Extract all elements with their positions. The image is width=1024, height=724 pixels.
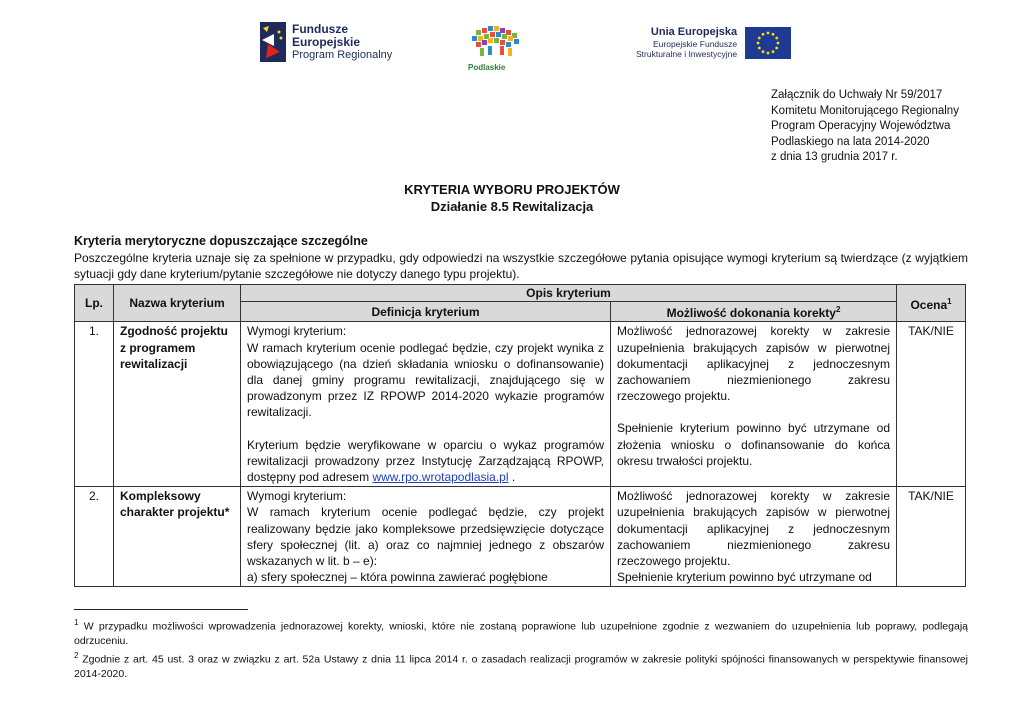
footnote-1 xyxy=(74,616,968,649)
criteria-table xyxy=(74,284,966,587)
podlaskie-bison-icon xyxy=(466,24,528,58)
definition-heading: Wymogi kryterium: xyxy=(247,489,347,504)
row-ocena: TAK/NIE xyxy=(897,322,966,487)
header-korekta-label: Możliwość dokonania korekty xyxy=(666,306,836,321)
header-opis: Opis kryterium xyxy=(241,285,897,302)
definition-text: W ramach kryterium ocenie podlegać będzie, czy projekt realizowany będzie jako kompleksowe przedsięwzięcie dotyczące sfery społecznej (lit. a) oraz co najmniej jednego z obszarów wskazanych w lit. b – e): xyxy=(247,505,604,569)
podlaskie-logo-text: Podlaskie xyxy=(468,63,506,72)
correction-text: Możliwość jednorazowej korekty w zakresie uzupełnienia brakujących zapisów w pierwotnej dokumentacji aplikacyjnej z jednoczesnym zachowaniem niezmienionego zakresu rzeczowego projektu. xyxy=(617,324,891,404)
row-ocena: TAK/NIE xyxy=(897,487,966,587)
footnote-2-number: 2 xyxy=(74,650,79,660)
rpo-link[interactable]: www.rpo.wrotapodlasia.pl xyxy=(372,470,509,485)
row-lp: 1. xyxy=(75,322,114,487)
definition-heading: Wymogi kryterium: xyxy=(247,324,347,339)
row-definition xyxy=(241,322,611,487)
header-ocena-label: Ocena xyxy=(910,297,948,312)
footnotes xyxy=(74,616,968,681)
definition-text: W ramach kryterium ocenie podlegać będzie, czy projekt wynika z obowiązującego (na dzień składania wniosku o dofinansowanie) dla danej gminy programu rewitalizacji, znajdującego się w prowadzonym przez IZ RPOWP 2014-2020 wykazie programów rewitalizacji. xyxy=(247,340,604,420)
annex-line: Podlaskiego na lata 2014-2020 xyxy=(771,135,930,148)
correction-durability: Spełnienie kryterium powinno być utrzymane od xyxy=(617,570,872,585)
ue-logo-line2: Europejskie Fundusze xyxy=(653,39,738,49)
annex-line: z dnia 13 grudnia 2017 r. xyxy=(771,151,898,163)
footnote-ref-1: 1 xyxy=(947,296,952,306)
table-header-row xyxy=(75,285,966,302)
footnote-1-text: W przypadku możliwości wprowadzenia jednorazowej korekty, wnioski, które nie zostaną poprawione lub uzupełnione zgodnie z wezwaniem do uzupełnienia lub poprawy, podlegają odrzuceniu. xyxy=(74,620,968,647)
document-title xyxy=(0,181,1024,215)
annex-line: Komitetu Monitorującego Regionalny xyxy=(771,104,959,117)
header-korekta xyxy=(611,302,897,322)
row-criterion-name: Kompleksowy charakter projektu* xyxy=(114,487,241,587)
header-ocena xyxy=(897,285,966,322)
table-row xyxy=(75,322,966,487)
table-row xyxy=(75,487,966,587)
unia-europejska-logo xyxy=(636,26,791,59)
correction-text: Możliwość jednorazowej korekty w zakresie uzupełnienia brakujących zapisów w pierwotnej dokumentacji aplikacyjnej z jednoczesnym zachowaniem niezmienionego zakresu rzeczowego projektu. xyxy=(617,489,891,569)
definition-verification-text: Kryterium będzie weryfikowane w oparciu o wykaz programów rewitalizacji prowadzony przez Instytucję Zarządzającą RPOWP, dostępny pod adresem xyxy=(247,437,604,485)
footnote-1-number: 1 xyxy=(74,618,79,627)
row-correction xyxy=(611,487,897,587)
correction-durability: Spełnienie kryterium powinno być utrzymane od złożenia wniosku o dofinansowanie do końca okresu trwałości projektu. xyxy=(617,421,891,468)
section-heading: Kryteria merytoryczne dopuszczające szczególne xyxy=(74,234,368,248)
ue-logo-line1: Unia Europejska xyxy=(650,26,738,38)
section-intro: Poszczególne kryteria uznaje się za spełnione w przypadku, gdy odpowiedzi na wszystkie szczegółowe pytania opisujące wymogi kryterium są twierdzące (z wyjątkiem sytuacji gdy dane kryterium/pytanie szczegółowe nie dotyczy danego typu projektu). xyxy=(74,251,968,281)
footnote-ref-2: 2 xyxy=(835,305,841,315)
header-lp: Lp. xyxy=(75,285,114,322)
fundusze-europejskie-logo xyxy=(260,22,392,62)
podlaskie-logo xyxy=(466,24,528,72)
footnote-separator xyxy=(74,609,248,610)
definition-item-a: a) sfery społecznej – która powinna zawierać pogłębione xyxy=(247,570,548,585)
definition-verification xyxy=(247,437,604,486)
title-line1: KRYTERIA WYBORU PROJEKTÓW xyxy=(404,182,620,197)
header-logos xyxy=(0,22,1024,70)
definition-end: . xyxy=(508,470,516,485)
annex-line: Program Operacyjny Województwa xyxy=(771,120,951,132)
header-name: Nazwa kryterium xyxy=(114,285,241,322)
row-lp: 2. xyxy=(75,487,114,587)
annex-note xyxy=(771,88,959,166)
ue-logo-line3: Strukturalne i Inwestycyjne xyxy=(636,49,738,59)
fe-logo-line3: Program Regionalny xyxy=(292,49,393,61)
title-line2: Działanie 8.5 Rewitalizacja xyxy=(430,199,594,214)
row-definition xyxy=(241,487,611,587)
footnote-2 xyxy=(74,649,968,682)
fe-logo-line1: Fundusze xyxy=(292,22,348,36)
footnote-2-text: Zgodnie z art. 45 ust. 3 oraz w związku z art. 52a Ustawy z dnia 11 lipca 2014 r. o zasadach realizacji programów w zakresie polityki spójności finansowanych w perspektywie finansowej 2014-2020. xyxy=(74,653,968,680)
fundusze-europejskie-mark-icon xyxy=(260,22,286,62)
eu-flag-icon xyxy=(745,27,791,59)
row-correction xyxy=(611,322,897,487)
header-definicja: Definicja kryterium xyxy=(241,302,611,322)
fe-logo-line2: Europejskie xyxy=(292,35,361,49)
annex-line: Załącznik do Uchwały Nr 59/2017 xyxy=(771,89,943,101)
row-criterion-name: Zgodność projektu z programem rewitalizacji xyxy=(114,322,241,487)
